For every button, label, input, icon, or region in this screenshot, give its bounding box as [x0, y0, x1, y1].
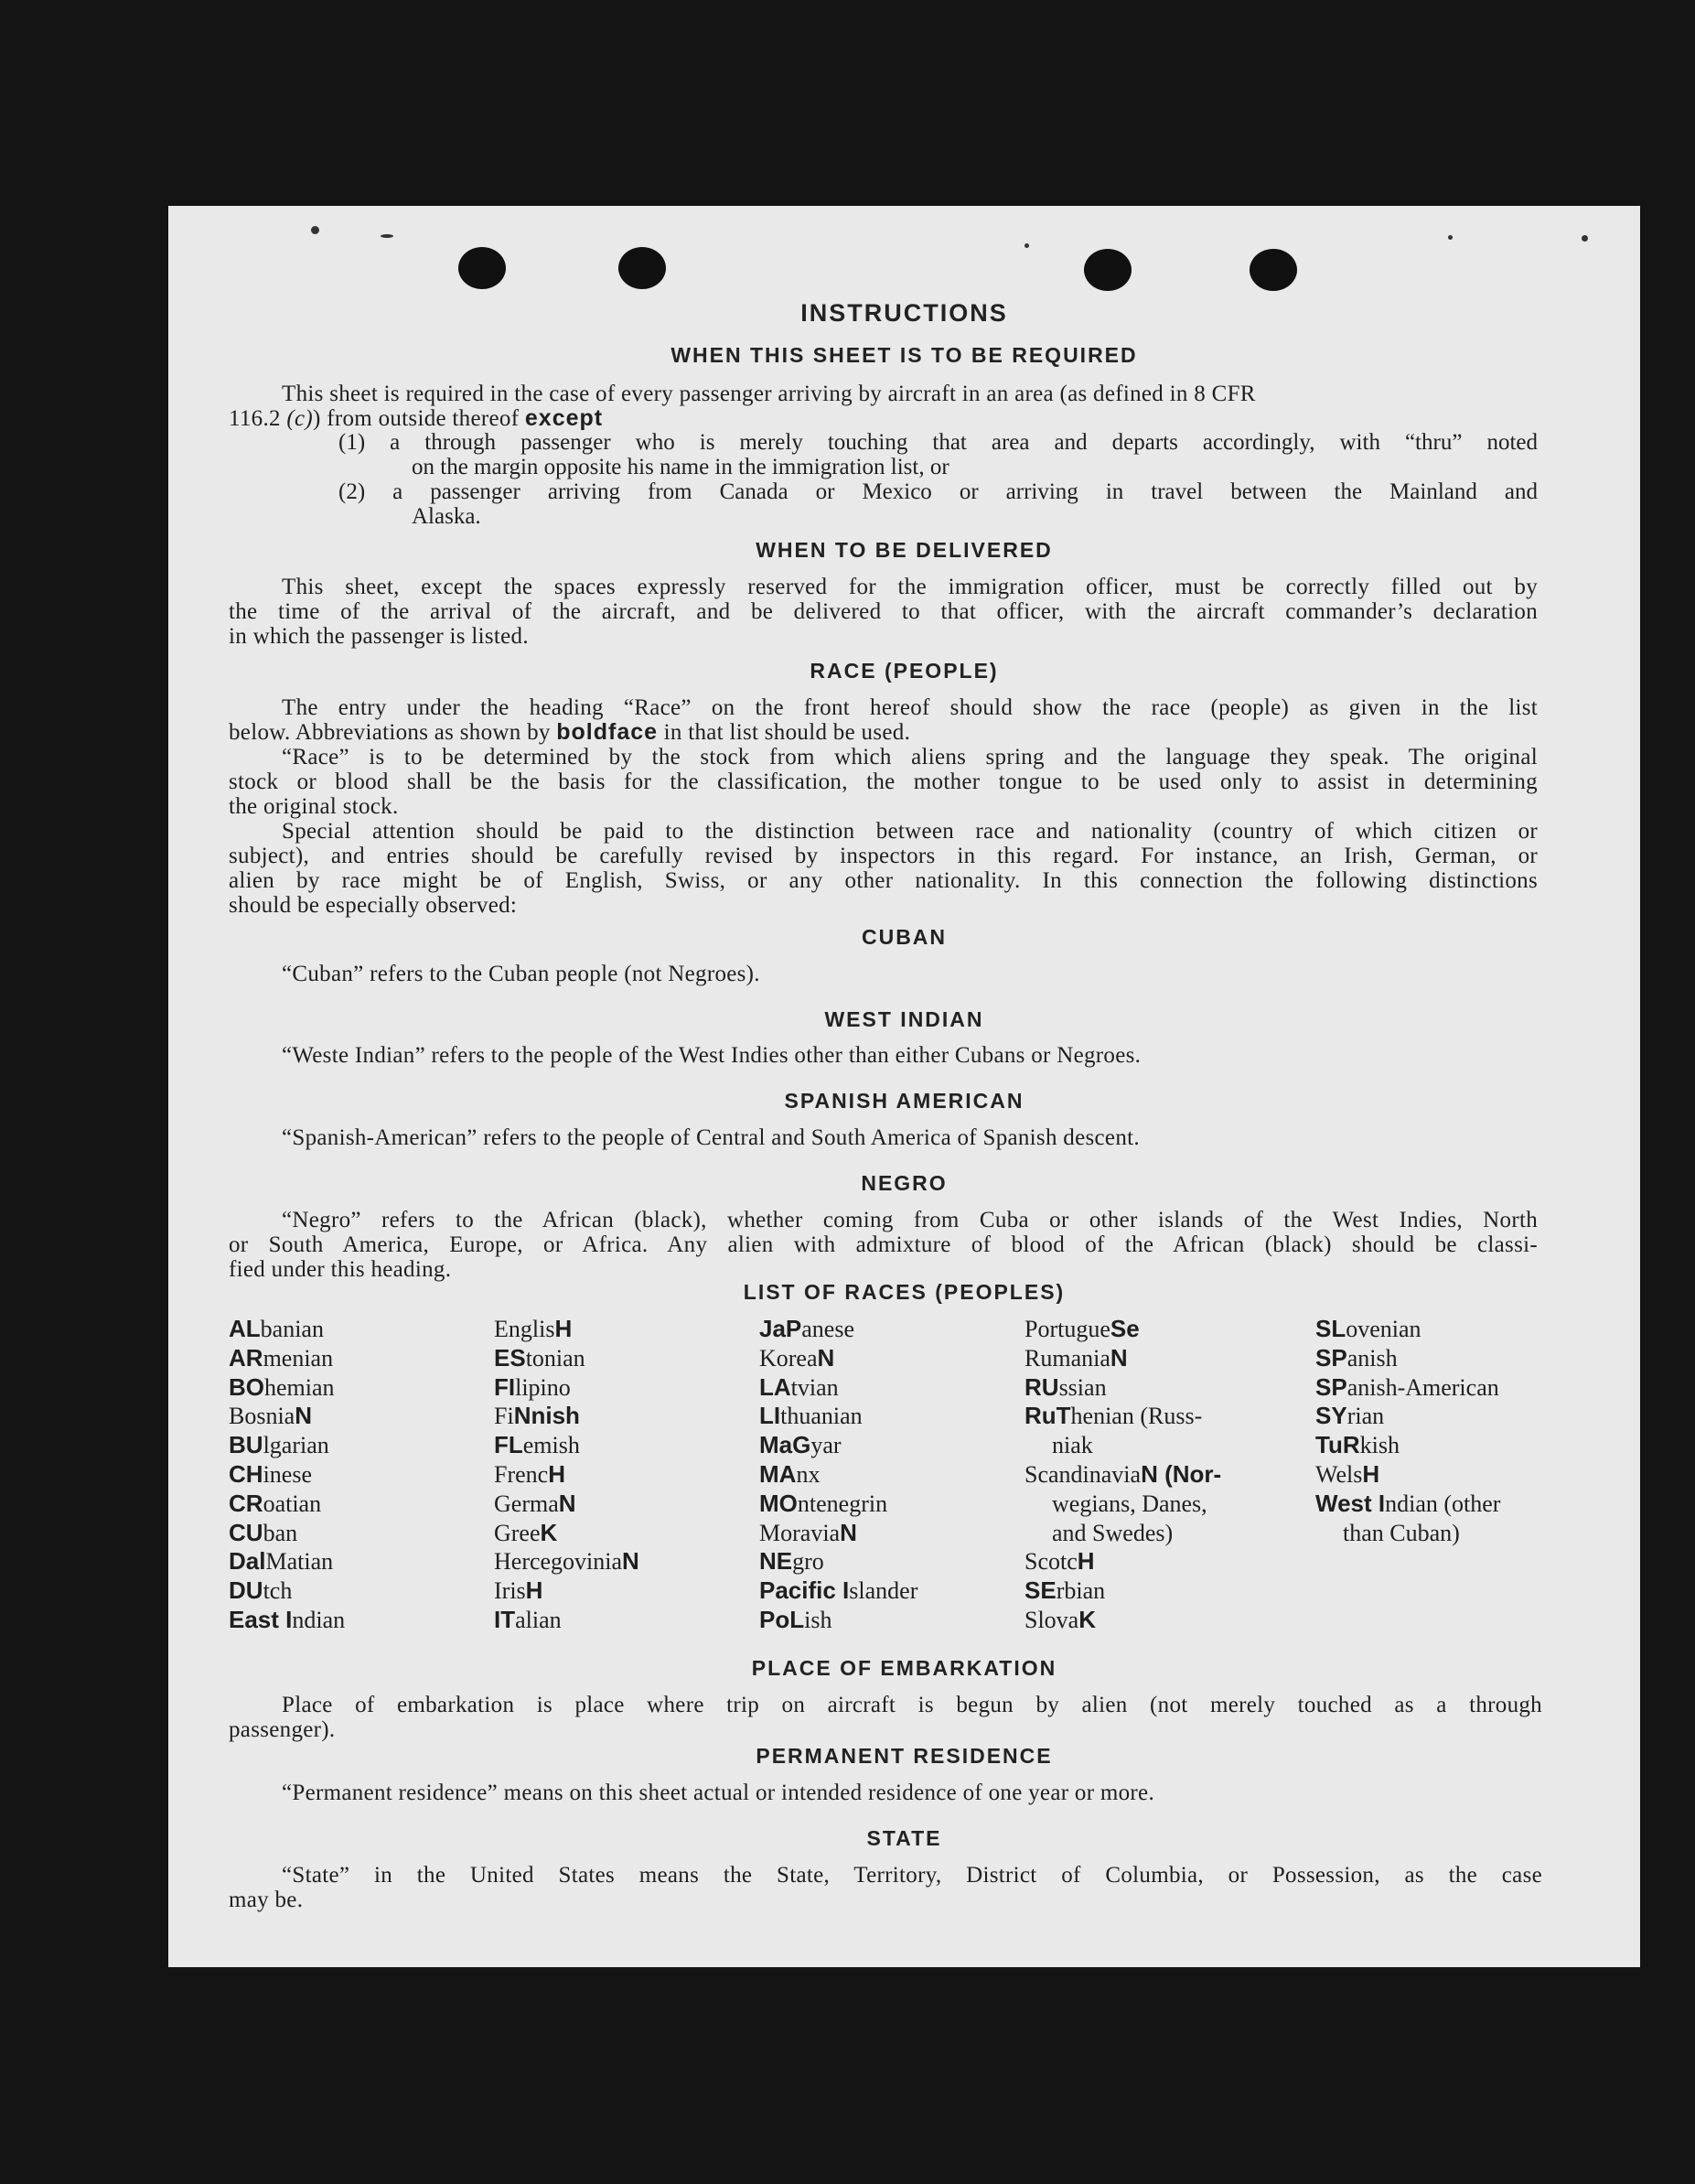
race-abbrev: LI: [759, 1402, 781, 1430]
text-fragment: ) from outside thereof: [313, 406, 520, 431]
race-entry: [494, 1606, 639, 1635]
text-line: alien by race might be of English, Swiss, or any other nationality. In this connection the following distinctions: [229, 868, 1538, 893]
races-list: [229, 1315, 1604, 1644]
text-fragment: below. Abbreviations as shown by: [229, 720, 551, 745]
required-item-1: [338, 430, 1538, 479]
race-entry: [494, 1547, 639, 1576]
heading-spanish-american: SPANISH AMERICAN: [784, 1089, 1025, 1113]
race-abbrev: AR: [229, 1343, 263, 1372]
race-entry: [229, 1402, 345, 1431]
race-abbrev: MO: [759, 1489, 798, 1517]
west-indian-paragraph: [229, 1043, 1538, 1068]
race-entry: [759, 1460, 917, 1490]
race-text: tonian: [525, 1344, 585, 1372]
race-text: Korea: [759, 1344, 818, 1372]
race-text: nx: [796, 1460, 821, 1488]
race-entry: [494, 1344, 639, 1373]
heading-permanent-residence: PERMANENT RESIDENCE: [756, 1744, 1053, 1768]
race-entry: [759, 1344, 917, 1373]
race-abbrev: SP: [1315, 1343, 1347, 1372]
text-fragment: 116.2: [229, 406, 281, 431]
text-line: “Spanish-American” refers to the people of Central and South America of Spanish descent.: [282, 1125, 1140, 1150]
race-abbrev: East I: [229, 1605, 293, 1633]
race-entry: [1025, 1460, 1221, 1490]
race-entry: [229, 1606, 345, 1635]
text-line: “Cuban” refers to the Cuban people (not Negroes).: [282, 962, 760, 986]
race-entry: [1315, 1315, 1500, 1344]
race-text: menian: [263, 1344, 334, 1372]
text-line: on the margin opposite his name in the immigration list, or: [412, 455, 949, 479]
race-abbrev: JaP: [759, 1315, 802, 1342]
speck: [1025, 243, 1029, 248]
text-line: “Race” is to be determined by the stock from which aliens spring and the language they speak. The original: [282, 745, 1538, 769]
race-text: gro: [792, 1548, 824, 1576]
race-abbrev: H: [525, 1576, 543, 1605]
race-text: and Swedes): [1052, 1519, 1174, 1546]
race-entry: [229, 1373, 345, 1403]
race-text: anese: [801, 1316, 855, 1342]
race-abbrev: Dal: [229, 1547, 266, 1576]
race-text: Wels: [1315, 1460, 1363, 1488]
heading-race: RACE (PEOPLE): [810, 659, 999, 683]
races-column-1: [229, 1315, 345, 1635]
speck: [1582, 235, 1588, 242]
page-title: INSTRUCTIONS: [800, 299, 1008, 327]
race-abbrev: MA: [759, 1459, 797, 1488]
race-abbrev: RU: [1025, 1372, 1059, 1401]
race-entry: [1025, 1519, 1221, 1548]
text-line: [229, 406, 1538, 431]
race-text: ndian: [292, 1606, 346, 1633]
bold-keyword: except: [524, 405, 604, 431]
text-line: the original stock.: [229, 794, 399, 819]
race-abbrev: FI: [494, 1372, 516, 1401]
race-abbrev: CR: [229, 1489, 263, 1517]
race-entry: [1025, 1576, 1221, 1606]
text-line: This sheet is required in the case of every passenger arriving by aircraft in an area (as defined in 8 CFR: [282, 382, 1256, 406]
race-abbrev: Nnish: [513, 1402, 580, 1430]
speck: [311, 226, 319, 234]
race-abbrev: BU: [229, 1431, 263, 1459]
race-text: Portugue: [1025, 1316, 1110, 1342]
race-entry: [1315, 1373, 1500, 1403]
race-entry: [1315, 1431, 1500, 1460]
race-entry: [1315, 1460, 1500, 1490]
race-abbrev: CH: [229, 1459, 263, 1488]
race-entry: [1315, 1519, 1500, 1548]
text-line: should be especially observed:: [229, 893, 518, 918]
race-entry: [494, 1431, 639, 1460]
cuban-paragraph: [229, 962, 1538, 986]
race-entry: [494, 1460, 639, 1490]
race-abbrev: SY: [1315, 1402, 1347, 1430]
race-abbrev: NE: [759, 1547, 793, 1576]
race-abbrev: CU: [229, 1518, 263, 1546]
race-text: ntenegrin: [797, 1490, 888, 1517]
race-abbrev: FL: [494, 1431, 523, 1459]
text-fragment: (c): [286, 406, 314, 431]
race-entry: [229, 1344, 345, 1373]
race-entry: [494, 1402, 639, 1431]
race-text: thuanian: [780, 1403, 863, 1430]
race-text: anish-American: [1346, 1373, 1499, 1401]
spanish-american-paragraph: [229, 1125, 1538, 1150]
race-text: inese: [263, 1460, 312, 1488]
race-entry: [759, 1373, 917, 1403]
race-abbrev: N: [295, 1402, 313, 1430]
race-entry: [229, 1460, 345, 1490]
punch-hole: [1250, 249, 1297, 291]
race-text: Slova: [1025, 1606, 1079, 1633]
heading-list-of-races: LIST OF RACES (PEOPLES): [743, 1280, 1066, 1304]
text-line: Special attention should be paid to the distinction between race and nationality (country of which citizen or: [282, 819, 1538, 844]
delivered-paragraph: [229, 575, 1538, 649]
race-abbrev: Pacific I: [759, 1576, 850, 1605]
heading-west-indian: WEST INDIAN: [824, 1007, 984, 1031]
race-text: banian: [260, 1316, 324, 1342]
race-entry: [759, 1490, 917, 1519]
race-entry: [759, 1402, 917, 1431]
race-text: lipino: [515, 1373, 571, 1401]
punch-hole: [1084, 249, 1132, 291]
race-entry: [1025, 1606, 1221, 1635]
race-entry: [494, 1576, 639, 1606]
race-text: Englis: [494, 1316, 555, 1342]
race-text: ban: [263, 1519, 298, 1546]
race-entry: [1025, 1373, 1221, 1403]
text-line: the time of the arrival of the aircraft, and be delivered to that officer, with the aircraft commander’s declaration: [229, 599, 1538, 624]
text-line: fied under this heading.: [229, 1257, 452, 1282]
text-line: The entry under the heading “Race” on the front hereof should show the race (people) as given in the list: [282, 695, 1538, 720]
race-text: henian (Russ-: [1070, 1403, 1203, 1430]
text-line: passenger).: [229, 1717, 336, 1742]
race-abbrev: K: [540, 1518, 558, 1546]
text-line: may be.: [229, 1888, 304, 1912]
race-entry: [1315, 1490, 1500, 1519]
text-line: “Weste Indian” refers to the people of the West Indies other than either Cubans or Negroes.: [282, 1043, 1142, 1068]
embarkation-paragraph: [229, 1693, 1542, 1742]
race-abbrev: MaG: [759, 1431, 811, 1459]
heading-state: STATE: [866, 1826, 942, 1850]
race-abbrev: Se: [1110, 1315, 1140, 1342]
race-text: Frenc: [494, 1460, 549, 1488]
race-text: anish: [1346, 1344, 1398, 1372]
race-text: ovenian: [1346, 1316, 1421, 1342]
heading-cuban: CUBAN: [861, 925, 948, 949]
text-line: Place of embarkation is place where trip on aircraft is begun by alien (not merely touched as a through: [282, 1693, 1542, 1717]
race-entry: [759, 1315, 917, 1344]
text-line: in which the passenger is listed.: [229, 624, 529, 649]
race-entry: [229, 1547, 345, 1576]
race-text: than Cuban): [1343, 1519, 1460, 1546]
negro-paragraph: [229, 1208, 1538, 1282]
race-entry: [1315, 1402, 1500, 1431]
race-text: Hercegovinia: [494, 1548, 623, 1576]
race-entry: [494, 1490, 639, 1519]
text-line: “State” in the United States means the State, Territory, District of Columbia, or Possession, as the case: [282, 1863, 1542, 1888]
race-abbrev: N: [817, 1343, 835, 1372]
race-abbrev: N (Nor-: [1141, 1459, 1222, 1488]
race-abbrev: SP: [1315, 1372, 1347, 1401]
text-line: or South America, Europe, or Africa. Any alien with admixture of blood of the African (black) should be classi-: [229, 1232, 1538, 1257]
race-entry: [1025, 1431, 1221, 1460]
race-text: yar: [810, 1432, 842, 1459]
residence-paragraph: [229, 1781, 1538, 1805]
punch-hole: [618, 247, 666, 289]
race-entry: [759, 1519, 917, 1548]
race-text: Rumania: [1025, 1344, 1110, 1372]
race-entry: [759, 1547, 917, 1576]
race-text: Gree: [494, 1519, 541, 1546]
text-line: This sheet, except the spaces expressly reserved for the immigration officer, must be correctly filled out by: [282, 575, 1538, 599]
race-entry: [494, 1373, 639, 1403]
race-abbrev: AL: [229, 1315, 261, 1342]
races-column-2: [494, 1315, 639, 1635]
heading-negro: NEGRO: [861, 1171, 948, 1195]
race-entry: [494, 1519, 639, 1548]
race-entry: [1025, 1490, 1221, 1519]
race-text: slander: [849, 1577, 918, 1605]
race-text: rbian: [1056, 1577, 1106, 1605]
race-text: hemian: [264, 1373, 335, 1401]
race-abbrev: LA: [759, 1372, 791, 1401]
race-entry: [759, 1606, 917, 1635]
race-abbrev: K: [1078, 1605, 1097, 1633]
race-text: ssian: [1058, 1373, 1107, 1401]
text-line: “Permanent residence” means on this sheet actual or intended residence of one year or more.: [282, 1781, 1154, 1805]
race-abbrev: N: [622, 1547, 639, 1576]
heading-place-of-embarkation: PLACE OF EMBARKATION: [751, 1656, 1057, 1680]
race-text: Moravia: [759, 1519, 841, 1546]
text-line: Alaska.: [412, 504, 481, 529]
race-entry: [1315, 1344, 1500, 1373]
race-text: Scotc: [1025, 1548, 1078, 1576]
race-abbrev: H: [1077, 1547, 1095, 1576]
race-abbrev: BO: [229, 1372, 264, 1401]
races-column-3: [759, 1315, 917, 1635]
race-abbrev: N: [558, 1489, 576, 1517]
text-line: stock or blood shall be the basis for the classification, the mother tongue to be used only to assist in determining: [229, 769, 1538, 794]
race-abbrev: ES: [494, 1343, 526, 1372]
race-abbrev: SE: [1025, 1576, 1057, 1605]
race-text: Matian: [265, 1548, 334, 1576]
race-entry: [1025, 1547, 1221, 1576]
race-abbrev: H: [554, 1315, 573, 1342]
race-text: kish: [1359, 1432, 1400, 1459]
race-abbrev: IT: [494, 1605, 516, 1633]
race-text: ndian (other: [1385, 1490, 1501, 1517]
race-entry: [229, 1490, 345, 1519]
race-abbrev: H: [548, 1459, 565, 1488]
text-line: “Negro” refers to the African (black), whether coming from Cuba or other islands of the West Indies, North: [282, 1208, 1538, 1232]
race-abbrev: SL: [1315, 1315, 1346, 1342]
race-entry: [229, 1576, 345, 1606]
races-column-5: [1315, 1315, 1500, 1547]
race-abbrev: RuT: [1025, 1402, 1071, 1430]
race-text: niak: [1052, 1432, 1093, 1459]
race-abbrev: DU: [229, 1576, 263, 1605]
races-column-4: [1025, 1315, 1221, 1635]
state-paragraph: [229, 1863, 1542, 1912]
race-entry: [494, 1315, 639, 1344]
race-abbrev: H: [1362, 1459, 1380, 1488]
bold-keyword: boldface: [556, 719, 659, 745]
race-abbrev: West I: [1315, 1489, 1386, 1517]
race-text: wegians, Danes,: [1052, 1490, 1207, 1517]
race-entry: [229, 1431, 345, 1460]
text-line: [229, 720, 1538, 745]
race-entry: [229, 1315, 345, 1344]
race-text: lgarian: [263, 1432, 329, 1459]
race-abbrev: TuR: [1315, 1431, 1360, 1459]
text-line: (2) a passenger arriving from Canada or Mexico or arriving in travel between the Mainland and: [338, 479, 1538, 504]
race-entry: [1025, 1402, 1221, 1431]
race-entry: [1025, 1315, 1221, 1344]
race-paragraphs: [229, 695, 1538, 918]
speck: [381, 234, 393, 238]
race-abbrev: N: [1110, 1343, 1128, 1372]
race-text: Scandinavia: [1025, 1460, 1142, 1488]
race-text: ish: [804, 1606, 832, 1633]
text-line: (1) a through passenger who is merely touching that area and departs accordingly, with “thru” noted: [338, 430, 1538, 455]
speck: [1448, 235, 1453, 240]
required-item-2: [338, 479, 1538, 529]
race-entry: [759, 1576, 917, 1606]
race-entry: [1025, 1344, 1221, 1373]
race-text: rian: [1346, 1403, 1385, 1430]
race-text: tvian: [790, 1373, 839, 1401]
text-fragment: in that list should be used.: [663, 720, 911, 745]
instruction-sheet: [168, 206, 1640, 1967]
heading-when-delivered: WHEN TO BE DELIVERED: [756, 538, 1053, 562]
required-intro: [229, 382, 1538, 431]
heading-when-required: WHEN THIS SHEET IS TO BE REQUIRED: [670, 343, 1138, 367]
race-text: Germa: [494, 1490, 559, 1517]
race-text: Bosnia: [229, 1403, 295, 1430]
text-line: subject), and entries should be carefully revised by inspectors in this regard. For instance, an Irish, German, or: [229, 844, 1538, 868]
race-text: tch: [263, 1577, 293, 1605]
race-entry: [759, 1431, 917, 1460]
race-text: alian: [515, 1606, 562, 1633]
race-abbrev: N: [840, 1518, 857, 1546]
race-text: emish: [522, 1432, 580, 1459]
race-abbrev: PoL: [759, 1605, 805, 1633]
race-text: Iris: [494, 1577, 526, 1605]
race-text: Fi: [494, 1403, 514, 1430]
race-text: oatian: [263, 1490, 322, 1517]
race-entry: [229, 1519, 345, 1548]
punch-hole: [458, 247, 506, 289]
